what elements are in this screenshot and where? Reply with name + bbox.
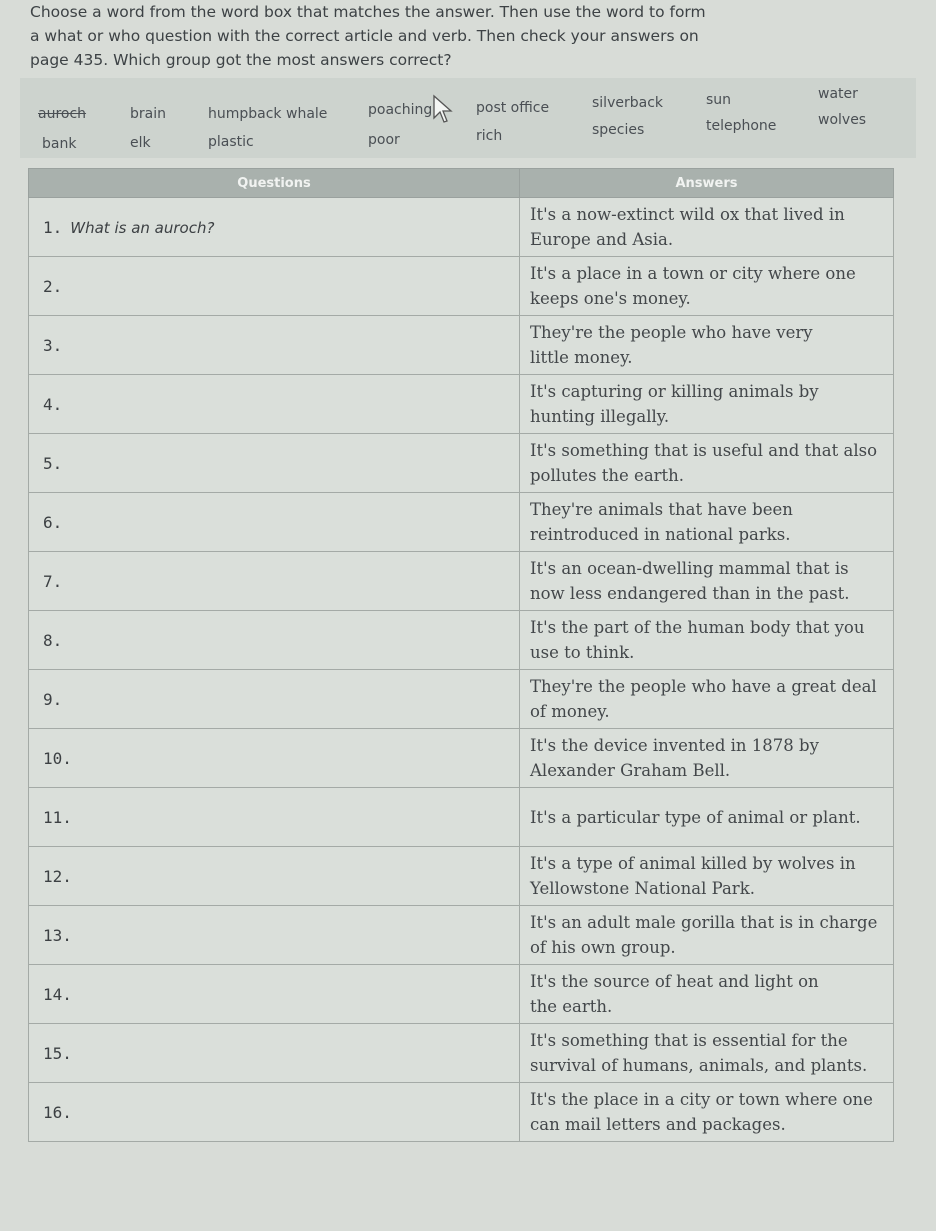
answer-cell: [520, 552, 894, 611]
answer-line-2: survival of humans, animals, and plants.: [530, 1056, 868, 1075]
question-cell[interactable]: [29, 847, 520, 906]
table-row: [29, 611, 894, 670]
answer-line-2: can mail letters and packages.: [530, 1115, 786, 1134]
question-cell[interactable]: [29, 316, 520, 375]
question-cell[interactable]: [29, 788, 520, 847]
word-poaching: poaching: [368, 102, 433, 118]
answer-cell: [520, 965, 894, 1024]
answer-line-2: of his own group.: [530, 938, 676, 957]
table-row: [29, 316, 894, 375]
table-row: [29, 788, 894, 847]
answer-line-1: It's a type of animal killed by wolves in: [530, 854, 856, 873]
answer-line-2: reintroduced in national parks.: [530, 525, 791, 544]
table-row: [29, 434, 894, 493]
answer-line-2: use to think.: [530, 643, 635, 662]
answer-cell: [520, 1083, 894, 1142]
answer-cell: [520, 198, 894, 257]
instructions-line-1: Choose a word from the word box that matches the answer. Then use the word to form: [30, 3, 706, 21]
answer-cell: [520, 847, 894, 906]
question-cell[interactable]: [29, 729, 520, 788]
question-number: 11.: [43, 807, 72, 827]
question-number: 12.: [43, 866, 72, 886]
question-number: 9.: [43, 689, 63, 709]
question-cell[interactable]: [29, 375, 520, 434]
question-number: 4.: [43, 394, 63, 414]
question-number: 14.: [43, 984, 72, 1004]
answer-cell: [520, 493, 894, 552]
question-cell[interactable]: [29, 906, 520, 965]
answer-line-2: Alexander Graham Bell.: [530, 761, 731, 780]
word-poor: poor: [368, 132, 400, 148]
table-row: [29, 198, 894, 257]
table-row: [29, 257, 894, 316]
table-row: [29, 729, 894, 788]
answer-line-1: They're the people who have very: [530, 323, 813, 342]
word-wolves: wolves: [818, 112, 867, 128]
word-water: water: [818, 86, 858, 102]
answer-line-2: hunting illegally.: [530, 407, 670, 426]
instructions: [30, 0, 910, 72]
question-number: 6.: [43, 512, 63, 532]
table-row: [29, 847, 894, 906]
table-row: [29, 906, 894, 965]
question-number: 8.: [43, 630, 63, 650]
answer-line-2: pollutes the earth.: [530, 466, 685, 485]
answer-line-1: It's something that is essential for the: [530, 1031, 848, 1050]
answer-line-2: keeps one's money.: [530, 289, 691, 308]
word-humpback-whale: humpback whale: [208, 106, 328, 122]
instructions-line-3: page 435. Which group got the most answers correct?: [30, 51, 452, 69]
question-number: 13.: [43, 925, 72, 945]
answer-line-1: They're the people who have a great deal: [530, 677, 877, 696]
table-row: [29, 375, 894, 434]
answer-cell: [520, 257, 894, 316]
word-auroch: auroch: [38, 106, 87, 122]
answer-cell: [520, 729, 894, 788]
question-number: 10.: [43, 748, 72, 768]
question-number: 1.: [43, 217, 63, 237]
word-telephone: telephone: [706, 118, 777, 134]
table-row: [29, 1024, 894, 1083]
question-cell[interactable]: [29, 552, 520, 611]
answer-line-1: It's a place in a town or city where one: [530, 264, 856, 283]
word-bank: bank: [42, 136, 77, 152]
mouse-pointer-icon: [432, 94, 454, 124]
question-text: What is an auroch?: [70, 218, 215, 237]
answer-cell: [520, 788, 894, 847]
answer-line-1: It's an adult male gorilla that is in charge: [530, 913, 878, 932]
answer-line-1: It's the source of heat and light on: [530, 972, 819, 991]
answer-line-1: It's the device invented in 1878 by: [530, 736, 819, 755]
table-header-row: [29, 169, 894, 198]
table-row: [29, 493, 894, 552]
answer-line-1: It's the place in a city or town where one: [530, 1090, 873, 1109]
question-cell[interactable]: [29, 965, 520, 1024]
question-cell[interactable]: [29, 1083, 520, 1142]
questions-answers-table: [28, 168, 894, 1142]
word-species: species: [592, 122, 645, 138]
answer-line-1: It's an ocean-dwelling mammal that is: [530, 559, 849, 578]
question-number: 3.: [43, 335, 63, 355]
answer-line-2: little money.: [530, 348, 633, 367]
question-number: 15.: [43, 1043, 72, 1063]
answer-line-1: It's something that is useful and that also: [530, 441, 878, 460]
table-row: [29, 1083, 894, 1142]
word-rich: rich: [476, 128, 503, 144]
answer-cell: [520, 906, 894, 965]
word-silverback: silverback: [592, 95, 663, 111]
table-row: [29, 552, 894, 611]
answer-cell: [520, 670, 894, 729]
word-plastic: plastic: [208, 134, 254, 150]
answer-line-2: now less endangered than in the past.: [530, 584, 850, 603]
question-cell[interactable]: [29, 493, 520, 552]
answer-line-1: It's capturing or killing animals by: [530, 382, 819, 401]
word-sun: sun: [706, 92, 732, 108]
answer-line-2: Europe and Asia.: [530, 230, 674, 249]
answer-line-1: It's the part of the human body that you: [530, 618, 865, 637]
question-cell[interactable]: [29, 434, 520, 493]
answer-cell: [520, 316, 894, 375]
answer-line-1: It's a particular type of animal or plant.: [530, 807, 861, 827]
table-row: [29, 670, 894, 729]
question-number: 5.: [43, 453, 63, 473]
question-cell[interactable]: [29, 198, 520, 257]
answers-header: Answers: [520, 169, 894, 198]
answer-line-1: They're animals that have been: [530, 500, 793, 519]
answer-line-2: the earth.: [530, 997, 613, 1016]
question-cell[interactable]: [29, 611, 520, 670]
answer-line-1: It's a now-extinct wild ox that lived in: [530, 205, 845, 224]
question-number: 16.: [43, 1102, 72, 1122]
answer-cell: [520, 375, 894, 434]
questions-header: Questions: [29, 169, 520, 198]
answer-cell: [520, 434, 894, 493]
word-brain: brain: [130, 106, 166, 122]
answer-line-2: Yellowstone National Park.: [530, 879, 755, 898]
answer-cell: [520, 611, 894, 670]
question-number: 7.: [43, 571, 63, 591]
question-cell[interactable]: [29, 1024, 520, 1083]
table-row: [29, 965, 894, 1024]
word-post-office: post office: [476, 100, 550, 116]
question-cell[interactable]: [29, 670, 520, 729]
answer-line-2: of money.: [530, 702, 610, 721]
answer-cell: [520, 1024, 894, 1083]
question-number: 2.: [43, 276, 63, 296]
instructions-line-2: a what or who question with the correct article and verb. Then check your answers on: [30, 27, 699, 45]
word-elk: elk: [130, 135, 151, 151]
question-cell[interactable]: [29, 257, 520, 316]
